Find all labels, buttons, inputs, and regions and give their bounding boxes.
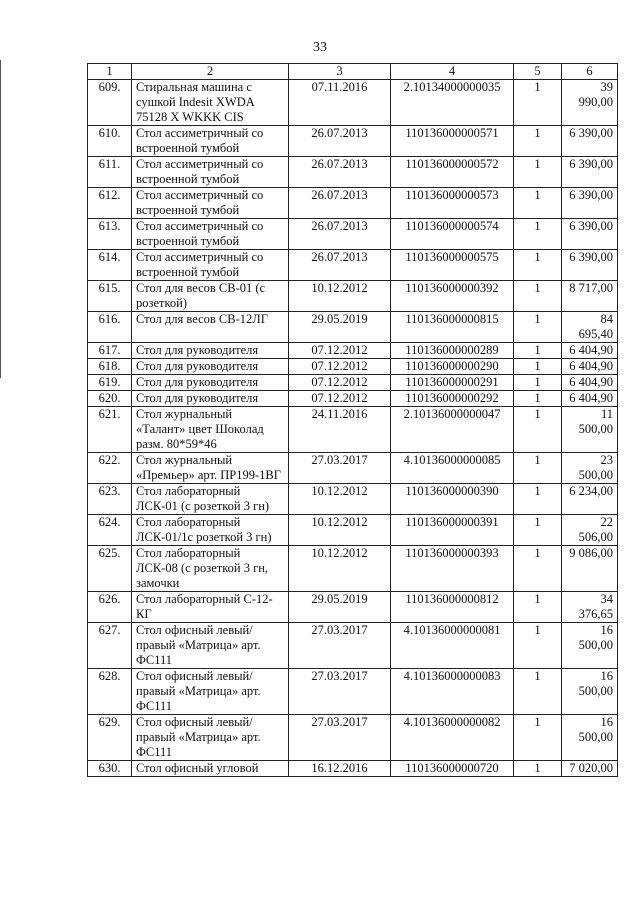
amount: 34 376,65 (562, 592, 618, 623)
quantity: 1 (514, 219, 562, 250)
margin-line (0, 60, 1, 378)
table-row (88, 669, 618, 715)
quantity: 1 (514, 126, 562, 157)
row-number: 611. (88, 157, 132, 188)
inventory-number: 110136000000574 (391, 219, 514, 250)
item-name: Стол офисный левый/правый «Матрица» арт. ФС111 (132, 715, 289, 761)
row-number: 621. (88, 407, 132, 453)
quantity: 1 (514, 715, 562, 761)
table-row (88, 515, 618, 546)
row-number: 616. (88, 312, 132, 343)
amount: 6 390,00 (562, 188, 618, 219)
amount: 6 234,00 (562, 484, 618, 515)
table-row (88, 312, 618, 343)
acquisition-date: 27.03.2017 (289, 453, 391, 484)
row-number: 618. (88, 359, 132, 375)
amount: 8 717,00 (562, 281, 618, 312)
table-row (88, 407, 618, 453)
column-header: 6 (562, 64, 618, 80)
item-name: Стиральная машина с сушкой Indesit XWDA 75128 X WKKK CIS (132, 80, 289, 126)
item-name: Стол для руководителя (132, 359, 289, 375)
acquisition-date: 07.11.2016 (289, 80, 391, 126)
amount: 16 500,00 (562, 669, 618, 715)
quantity: 1 (514, 669, 562, 715)
quantity: 1 (514, 592, 562, 623)
row-number: 615. (88, 281, 132, 312)
row-number: 623. (88, 484, 132, 515)
table-row (88, 188, 618, 219)
acquisition-date: 10.12.2012 (289, 515, 391, 546)
item-name: Стол офисный левый/правый «Матрица» арт. ФС111 (132, 623, 289, 669)
inventory-number: 110136000000815 (391, 312, 514, 343)
item-name: Стол лабораторный ЛСК-01 (с розеткой 3 гн) (132, 484, 289, 515)
inventory-number: 4.10136000000083 (391, 669, 514, 715)
amount: 6 404,90 (562, 391, 618, 407)
inventory-table (87, 63, 618, 777)
acquisition-date: 07.12.2012 (289, 375, 391, 391)
item-name: Стол для руководителя (132, 343, 289, 359)
inventory-number: 110136000000720 (391, 761, 514, 777)
inventory-number: 110136000000289 (391, 343, 514, 359)
item-name: Стол офисный угловой (132, 761, 289, 777)
row-number: 622. (88, 453, 132, 484)
table-row (88, 484, 618, 515)
acquisition-date: 24.11.2016 (289, 407, 391, 453)
amount: 6 390,00 (562, 219, 618, 250)
table-row (88, 359, 618, 375)
acquisition-date: 10.12.2012 (289, 546, 391, 592)
item-name: Стол для весов СВ-01 (с розеткой) (132, 281, 289, 312)
acquisition-date: 26.07.2013 (289, 188, 391, 219)
acquisition-date: 26.07.2013 (289, 219, 391, 250)
column-header: 4 (391, 64, 514, 80)
row-number: 612. (88, 188, 132, 219)
inventory-number: 110136000000392 (391, 281, 514, 312)
table-row (88, 80, 618, 126)
quantity: 1 (514, 359, 562, 375)
inventory-number: 110136000000393 (391, 546, 514, 592)
quantity: 1 (514, 761, 562, 777)
inventory-number: 110136000000572 (391, 157, 514, 188)
amount: 23 500,00 (562, 453, 618, 484)
inventory-number: 4.10136000000085 (391, 453, 514, 484)
inventory-number: 110136000000575 (391, 250, 514, 281)
column-header: 1 (88, 64, 132, 80)
quantity: 1 (514, 391, 562, 407)
acquisition-date: 26.07.2013 (289, 250, 391, 281)
inventory-number: 4.10136000000082 (391, 715, 514, 761)
row-number: 614. (88, 250, 132, 281)
amount: 6 404,90 (562, 359, 618, 375)
row-number: 610. (88, 126, 132, 157)
row-number: 624. (88, 515, 132, 546)
column-header: 3 (289, 64, 391, 80)
table-row (88, 391, 618, 407)
quantity: 1 (514, 312, 562, 343)
acquisition-date: 07.12.2012 (289, 391, 391, 407)
amount: 84 695,40 (562, 312, 618, 343)
quantity: 1 (514, 157, 562, 188)
inventory-number: 110136000000292 (391, 391, 514, 407)
quantity: 1 (514, 546, 562, 592)
inventory-number: 110136000000812 (391, 592, 514, 623)
row-number: 629. (88, 715, 132, 761)
inventory-number: 110136000000571 (391, 126, 514, 157)
acquisition-date: 16.12.2016 (289, 761, 391, 777)
acquisition-date: 10.12.2012 (289, 484, 391, 515)
row-number: 626. (88, 592, 132, 623)
table-row (88, 157, 618, 188)
table-row (88, 375, 618, 391)
table-body (88, 80, 618, 777)
row-number: 625. (88, 546, 132, 592)
quantity: 1 (514, 407, 562, 453)
header-row (88, 64, 618, 80)
item-name: Стол ассиметричный со встроенной тумбой (132, 157, 289, 188)
row-number: 619. (88, 375, 132, 391)
acquisition-date: 27.03.2017 (289, 669, 391, 715)
quantity: 1 (514, 343, 562, 359)
table-row (88, 126, 618, 157)
row-number: 620. (88, 391, 132, 407)
quantity: 1 (514, 375, 562, 391)
acquisition-date: 07.12.2012 (289, 343, 391, 359)
item-name: Стол для весов СВ-12ЛГ (132, 312, 289, 343)
inventory-number: 110136000000573 (391, 188, 514, 219)
inventory-number: 110136000000290 (391, 359, 514, 375)
quantity: 1 (514, 281, 562, 312)
amount: 6 404,90 (562, 375, 618, 391)
acquisition-date: 29.05.2019 (289, 312, 391, 343)
amount: 16 500,00 (562, 623, 618, 669)
item-name: Стол лабораторный ЛСК-08 (с розеткой 3 гн, замочки (132, 546, 289, 592)
table-row (88, 592, 618, 623)
item-name: Стол офисный левый/правый «Матрица» арт. ФС111 (132, 669, 289, 715)
table-row (88, 281, 618, 312)
quantity: 1 (514, 188, 562, 219)
acquisition-date: 26.07.2013 (289, 157, 391, 188)
column-header: 2 (132, 64, 289, 80)
inventory-number: 4.10136000000081 (391, 623, 514, 669)
acquisition-date: 27.03.2017 (289, 623, 391, 669)
table-row (88, 343, 618, 359)
amount: 7 020,00 (562, 761, 618, 777)
table-row (88, 546, 618, 592)
item-name: Стол лабораторный С-12-КГ (132, 592, 289, 623)
acquisition-date: 10.12.2012 (289, 281, 391, 312)
item-name: Стол ассиметричный со встроенной тумбой (132, 126, 289, 157)
row-number: 617. (88, 343, 132, 359)
quantity: 1 (514, 623, 562, 669)
row-number: 613. (88, 219, 132, 250)
item-name: Стол для руководителя (132, 391, 289, 407)
inventory-number: 2.10136000000047 (391, 407, 514, 453)
item-name: Стол для руководителя (132, 375, 289, 391)
table-row (88, 715, 618, 761)
row-number: 627. (88, 623, 132, 669)
amount: 16 500,00 (562, 715, 618, 761)
quantity: 1 (514, 484, 562, 515)
amount: 39 990,00 (562, 80, 618, 126)
item-name: Стол лабораторный ЛСК-01/1с розеткой 3 гн) (132, 515, 289, 546)
table-row (88, 250, 618, 281)
amount: 6 404,90 (562, 343, 618, 359)
amount: 6 390,00 (562, 126, 618, 157)
quantity: 1 (514, 515, 562, 546)
item-name: Стол ассиметричный со встроенной тумбой (132, 250, 289, 281)
amount: 9 086,00 (562, 546, 618, 592)
item-name: Стол ассиметричный со встроенной тумбой (132, 219, 289, 250)
amount: 6 390,00 (562, 157, 618, 188)
quantity: 1 (514, 80, 562, 126)
item-name: Стол журнальный «Талант» цвет Шоколад разм. 80*59*46 (132, 407, 289, 453)
inventory-number: 110136000000391 (391, 515, 514, 546)
quantity: 1 (514, 453, 562, 484)
amount: 6 390,00 (562, 250, 618, 281)
inventory-number: 110136000000291 (391, 375, 514, 391)
amount: 11 500,00 (562, 407, 618, 453)
table-row (88, 623, 618, 669)
quantity: 1 (514, 250, 562, 281)
row-number: 628. (88, 669, 132, 715)
inventory-number: 110136000000390 (391, 484, 514, 515)
acquisition-date: 27.03.2017 (289, 715, 391, 761)
item-name: Стол ассиметричный со встроенной тумбой (132, 188, 289, 219)
page-number: 33 (313, 40, 327, 55)
acquisition-date: 29.05.2019 (289, 592, 391, 623)
inventory-number: 2.10134000000035 (391, 80, 514, 126)
row-number: 609. (88, 80, 132, 126)
row-number: 630. (88, 761, 132, 777)
table-row (88, 453, 618, 484)
amount: 22 506,00 (562, 515, 618, 546)
table-row (88, 219, 618, 250)
column-header: 5 (514, 64, 562, 80)
acquisition-date: 07.12.2012 (289, 359, 391, 375)
item-name: Стол журнальный «Премьер» арт. ПР199-1ВГ (132, 453, 289, 484)
table-row (88, 761, 618, 777)
acquisition-date: 26.07.2013 (289, 126, 391, 157)
